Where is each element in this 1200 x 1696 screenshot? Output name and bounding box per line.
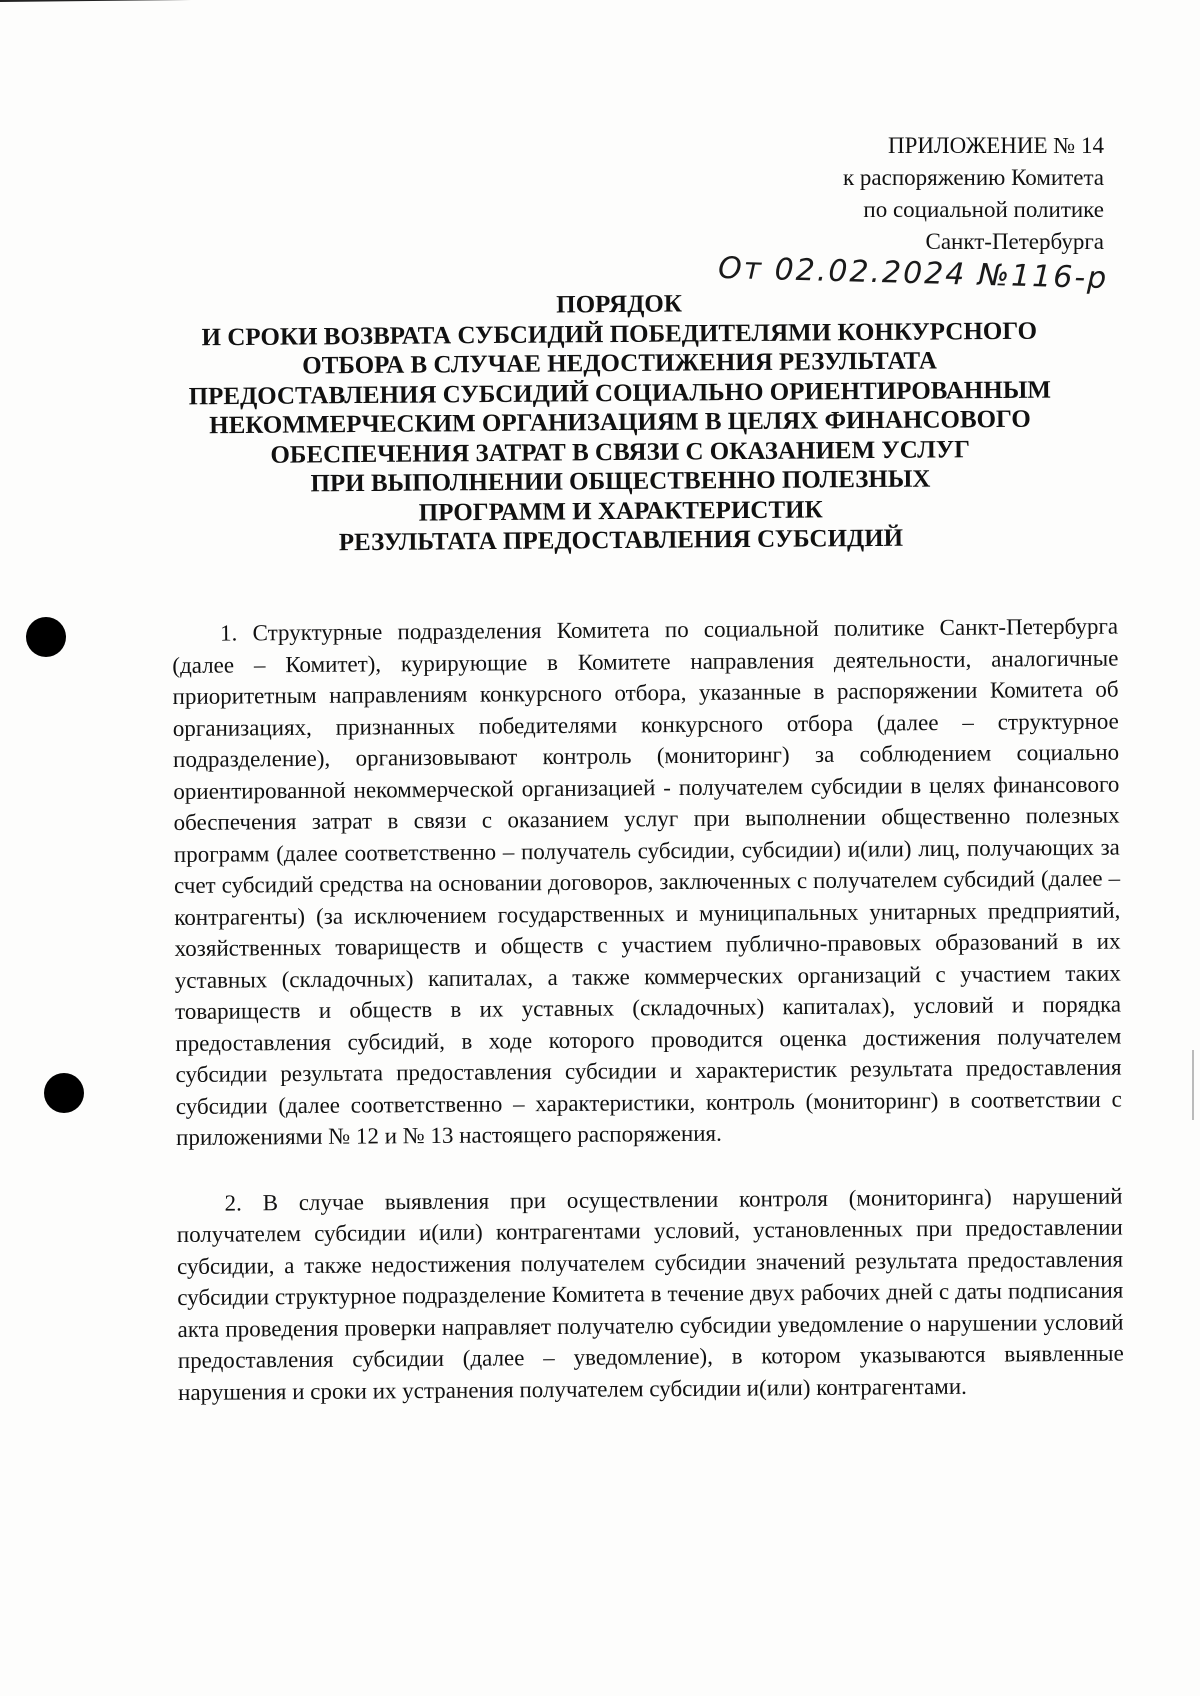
title-line: ОТБОРА В СЛУЧАЕ НЕДОСТИЖЕНИЯ РЕЗУЛЬТАТА	[302, 347, 937, 380]
title-line: РЕЗУЛЬТАТА ПРЕДОСТАВЛЕНИЯ СУБСИДИЙ	[338, 524, 904, 557]
appendix-city-line: Санкт-Петербурга	[925, 229, 1104, 254]
title-line: ПРИ ВЫПОЛНЕНИИ ОБЩЕСТВЕННО ПОЛЕЗНЫХ	[310, 465, 931, 498]
document-title	[129, 286, 1111, 559]
scan-edge-mark	[1192, 1050, 1194, 1120]
paragraph-2: 2. В случае выявления при осуществлении контроля (мониторинга) нарушений получателем субсидии и(или) контрагентами условий, установленных при предоставлении субсидии, а также недостижения получателем субсидии значений результата предоставления субсидии структурное подразделение Комитета в течение двух рабочих дней с даты подписания акта проведения проверки направляет получателю субсидии уведомление о нарушении условий предоставления субсидии (далее – уведомление), в котором указываются выявленные нарушения и сроки их устранения получателем субсидии и(или) контрагентами.	[176, 1183, 1124, 1405]
punch-hole-top	[26, 617, 66, 657]
title-line: ПРЕДОСТАВЛЕНИЯ СУБСИДИЙ СОЦИАЛЬНО ОРИЕНТИРОВАННЫМ	[188, 376, 1051, 410]
appendix-header	[684, 130, 1104, 258]
document-body	[172, 611, 1124, 1442]
appendix-ref-line: к распоряжению Комитета	[843, 165, 1104, 190]
title-line: НЕКОММЕРЧЕСКИМ ОРГАНИЗАЦИЯМ В ЦЕЛЯХ ФИНАНСОВОГО	[209, 405, 1031, 440]
title-line: ПРОГРАММ И ХАРАКТЕРИСТИК	[418, 495, 823, 527]
handwritten-date-number: От 02.02.2024 №116-р	[717, 250, 1109, 297]
appendix-number: ПРИЛОЖЕНИЕ № 14	[887, 133, 1104, 158]
title-line: ПОРЯДОК	[556, 290, 683, 319]
appendix-committee-line: по социальной политике	[863, 197, 1104, 222]
punch-hole-bottom	[44, 1073, 84, 1113]
paragraph-1: 1. Структурные подразделения Комитета по социальной политике Санкт-Петербурга (далее – Комитет), курирующие в Комитете направления деятельности, аналогичные приоритетным направлениям конкурсного отбора, указанные в распоряжении Комитета об организациях, признанных победителями конкурсного отбора (далее – структурное подразделение), организовывают контроль (мониторинг) за соблюдением социально ориентированной некоммерческой организацией - получателем субсидии в целях финансового обеспечения затрат в связи с оказанием услуг при выполнении общественно полезных программ (далее соответственно – получатель субсидии, субсидии) и(или) лиц, получающих за счет субсидий средства на основании договоров, заключенных с получателем субсидий (далее – контрагенты) (за исключением государственных и муниципальных унитарных предприятий, хозяйственных товариществ и обществ с участием публично-правовых образований в их уставных (складочных) капиталах, а также коммерческих организаций с участием таких товариществ и обществ в их уставных (складочных) капиталах), условий и порядка предоставления субсидий, в ходе которого проводится оценка достижения получателем субсидии результата предоставления субсидии и характеристик результата предоставления субсидии (далее соответственно – характеристики, контроль (мониторинг) в соответствии с приложениями № 12 и № 13 настоящего распоряжения.	[172, 613, 1122, 1150]
scan-edge-line	[0, 0, 460, 2]
title-line: ОБЕСПЕЧЕНИЯ ЗАТРАТ В СВЯЗИ С ОКАЗАНИЕМ УСЛУГ	[270, 435, 971, 469]
title-line: И СРОКИ ВОЗВРАТА СУБСИДИЙ ПОБЕДИТЕЛЯМИ КОНКУРСНОГО	[201, 317, 1038, 351]
